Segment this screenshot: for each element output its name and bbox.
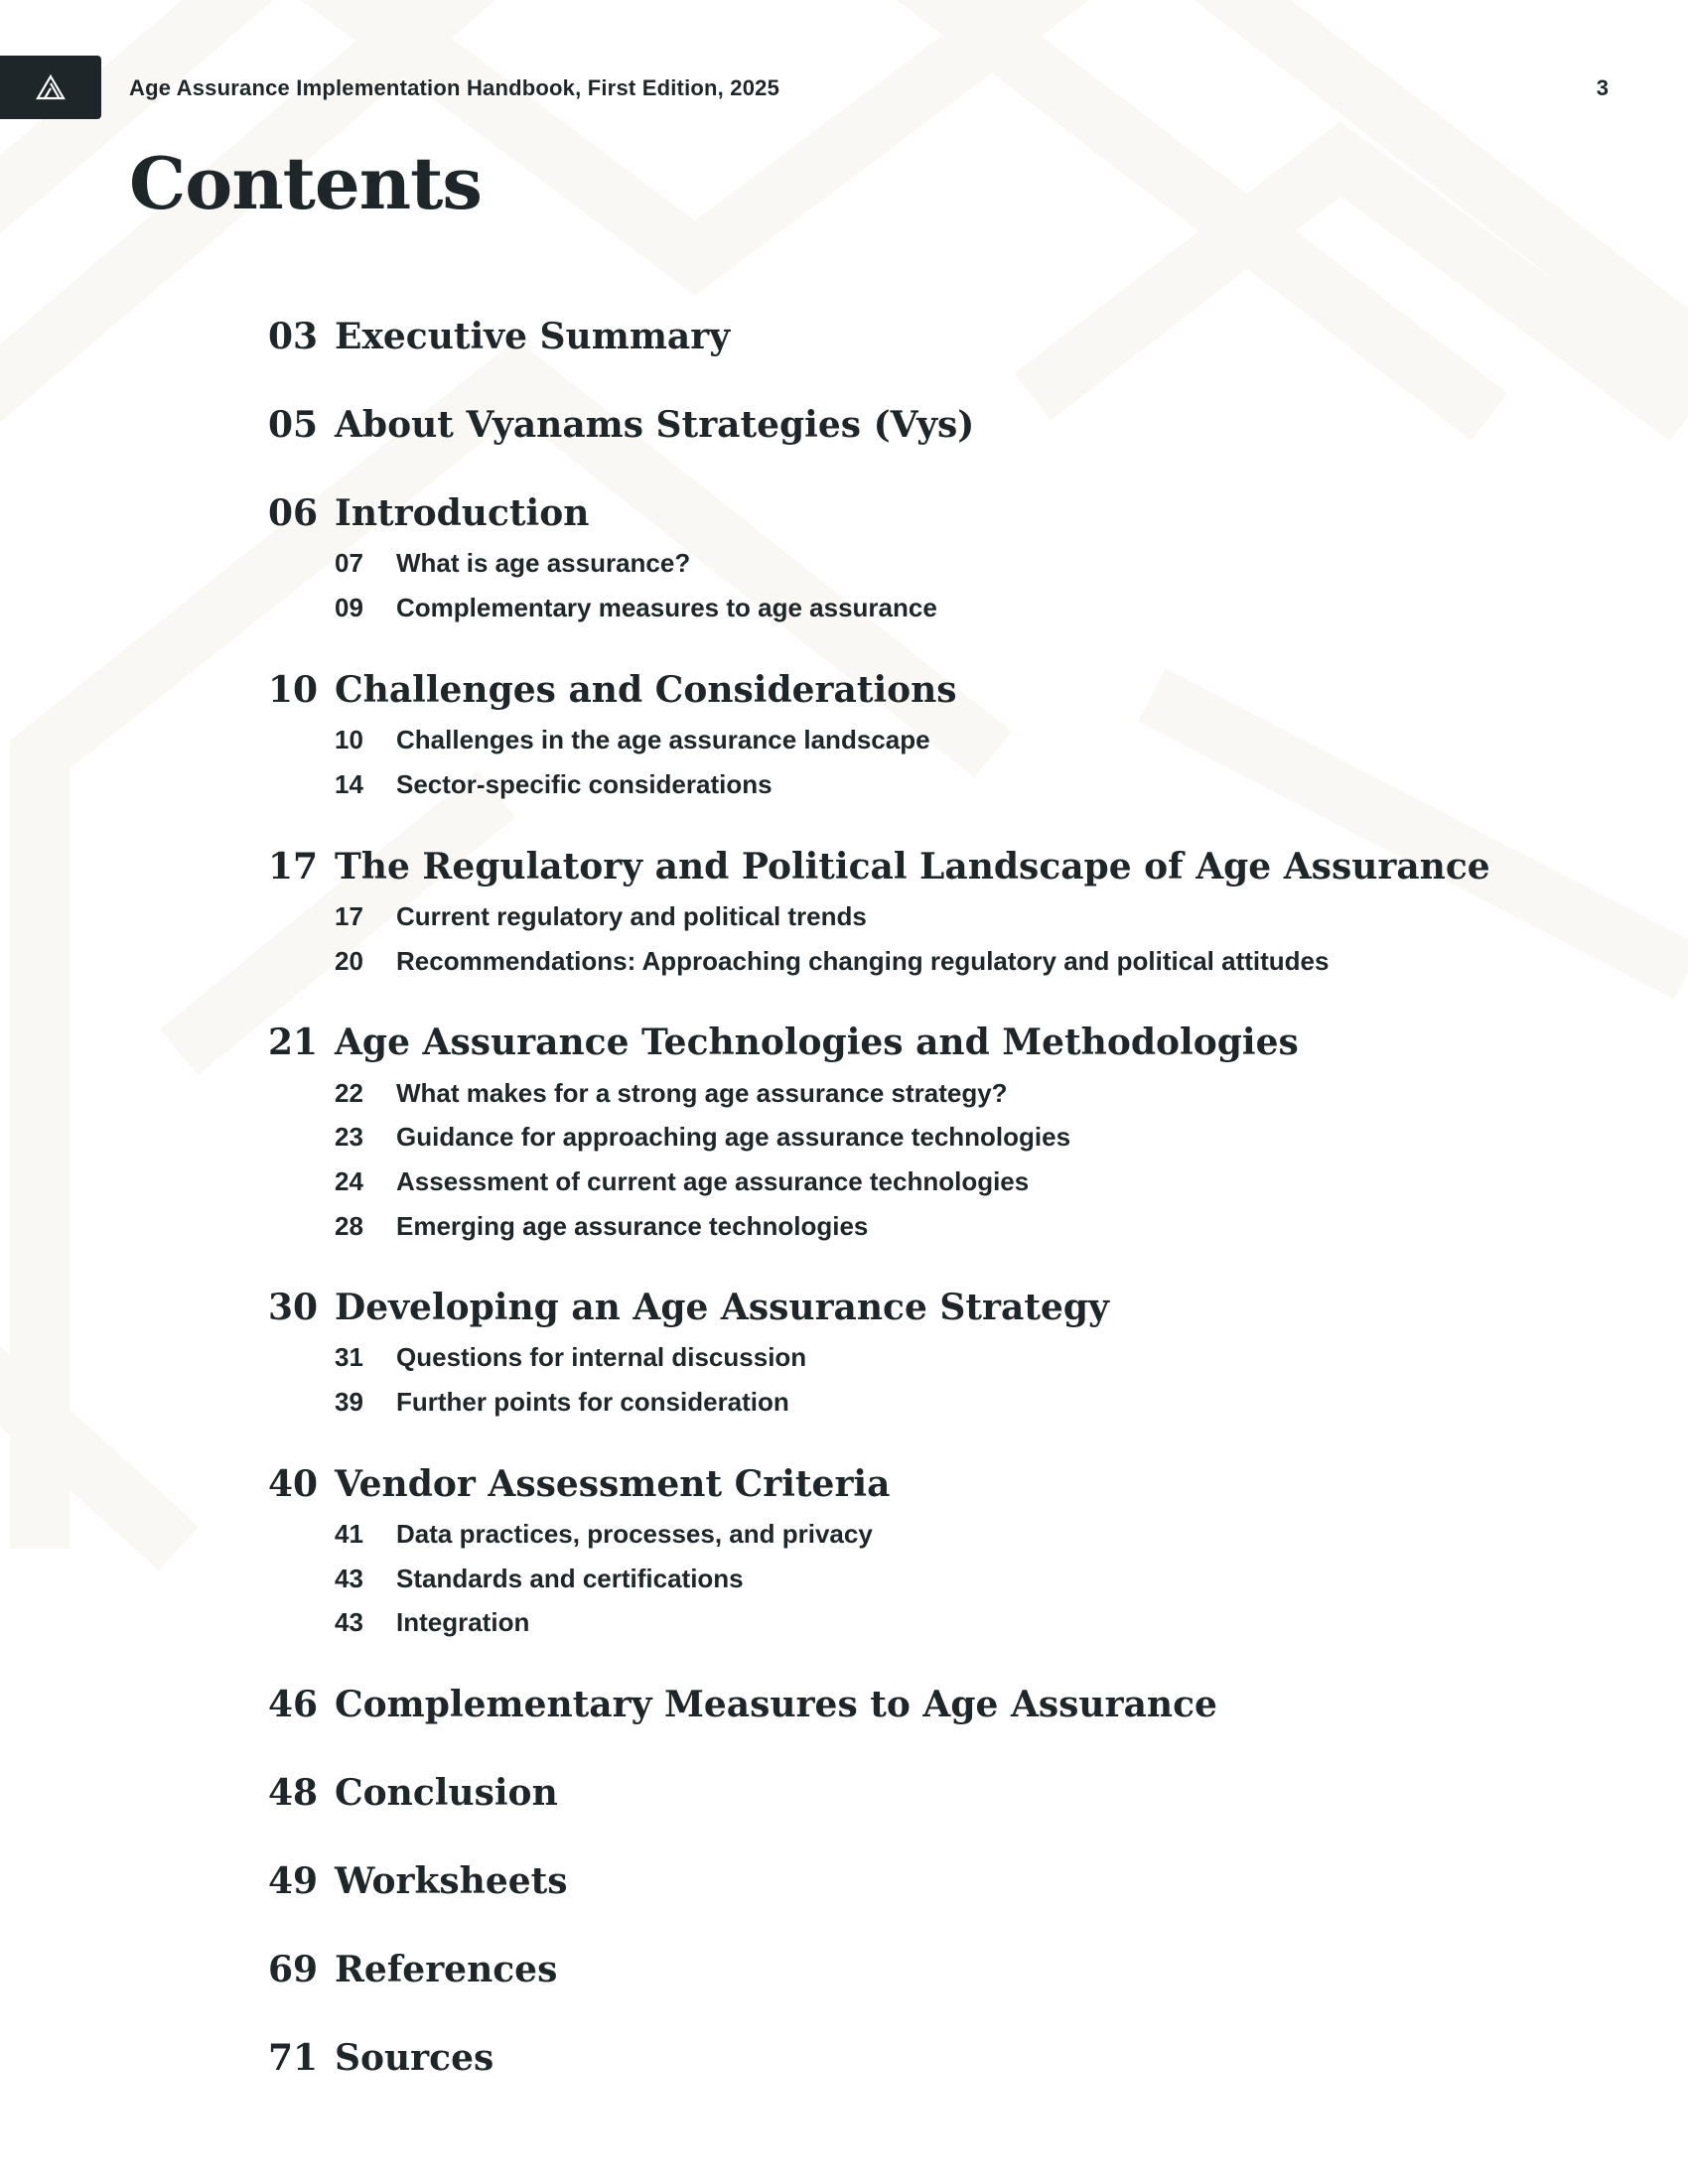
toc-subsection-title: Recommendations: Approaching changing regulatory and political attitudes (396, 946, 1330, 976)
toc-subsection[interactable] (335, 769, 773, 800)
toc-section[interactable] (268, 404, 974, 446)
toc-section-title: Developing an Age Assurance Strategy (335, 1287, 1109, 1328)
toc-subsection-page: 31 (335, 1342, 363, 1372)
toc-subsection-title: What is age assurance? (396, 548, 691, 578)
toc-section-title: Complementary Measures to Age Assurance (335, 1684, 1217, 1725)
toc-subsection-page: 41 (335, 1519, 363, 1549)
toc-section[interactable] (268, 846, 1490, 887)
toc-subsection-title: Challenges in the age assurance landscape (396, 725, 930, 754)
toc-section-page: 06 (268, 492, 319, 534)
toc-subsection-page: 23 (335, 1122, 363, 1152)
toc-section-page: 71 (268, 2037, 319, 2079)
toc-subsection-title: Guidance for approaching age assurance technologies (396, 1122, 1071, 1152)
toc-section-title: Worksheets (335, 1860, 568, 1902)
toc-section-title: Executive Summary (335, 316, 731, 357)
toc-section-page: 46 (268, 1684, 319, 1725)
toc-section-title: Conclusion (335, 1772, 558, 1814)
toc-subsection-page: 07 (335, 548, 363, 578)
toc-subsection-title: Integration (396, 1607, 530, 1637)
toc-section[interactable] (268, 1772, 558, 1814)
toc-section[interactable] (268, 1860, 568, 1902)
toc-subsection-page: 39 (335, 1387, 363, 1417)
toc-subsection-page: 28 (335, 1211, 363, 1241)
page-title: Contents (129, 141, 482, 225)
toc-subsection[interactable] (335, 1564, 744, 1594)
toc-section-page: 21 (268, 1022, 319, 1063)
toc-section-page: 48 (268, 1772, 319, 1814)
toc-subsection[interactable] (335, 1078, 1008, 1109)
toc-section-title: Introduction (335, 492, 590, 534)
toc-section-title: About Vyanams Strategies (Vys) (335, 404, 975, 446)
toc-subsection[interactable] (335, 1166, 1029, 1197)
toc-subsection-page: 09 (335, 593, 363, 622)
toc-section-page: 69 (268, 1949, 319, 1990)
toc-section-page: 03 (268, 316, 319, 357)
toc-subsection-title: Complementary measures to age assurance (396, 593, 937, 622)
toc-subsection[interactable] (335, 901, 867, 932)
toc-subsection-page: 17 (335, 901, 363, 931)
toc-section-page: 40 (268, 1463, 319, 1505)
toc-section-page: 30 (268, 1287, 319, 1328)
toc-subsection-title: Data practices, processes, and privacy (396, 1519, 873, 1549)
toc-section-title: References (335, 1949, 558, 1990)
toc-subsection-page: 10 (335, 725, 363, 754)
toc-section-title: Sources (335, 2037, 494, 2079)
toc-section-page: 17 (268, 846, 319, 887)
toc-subsection-title: Questions for internal discussion (396, 1342, 807, 1372)
toc-subsection[interactable] (335, 1122, 1070, 1153)
toc-subsection[interactable] (335, 593, 937, 623)
toc-section-title: Challenges and Considerations (335, 669, 957, 711)
toc-subsection-page: 22 (335, 1078, 363, 1108)
toc-subsection-title: What makes for a strong age assurance strategy? (396, 1078, 1008, 1108)
toc-section[interactable] (268, 1949, 557, 1990)
toc-subsection[interactable] (335, 1519, 873, 1550)
toc-section[interactable] (268, 1463, 890, 1505)
document-title: Age Assurance Implementation Handbook, First Edition, 2025 (129, 75, 780, 100)
toc-section-title: Vendor Assessment Criteria (335, 1463, 891, 1505)
toc-subsection[interactable] (335, 725, 930, 755)
toc-subsection-title: Sector-specific considerations (396, 769, 773, 799)
toc-subsection-title: Current regulatory and political trends (396, 901, 867, 931)
toc-subsection-title: Emerging age assurance technologies (396, 1211, 869, 1241)
toc-section-title: The Regulatory and Political Landscape of Age Assurance (335, 846, 1490, 887)
toc-subsection-page: 43 (335, 1564, 363, 1593)
toc-subsection-page: 14 (335, 769, 363, 799)
toc-section-page: 05 (268, 404, 319, 446)
toc-subsection-page: 24 (335, 1166, 363, 1196)
toc-subsection[interactable] (335, 548, 690, 579)
toc-subsection[interactable] (335, 1387, 789, 1418)
toc-section-page: 10 (268, 669, 319, 711)
toc-subsection-title: Assessment of current age assurance technologies (396, 1166, 1030, 1196)
toc-section[interactable] (268, 1022, 1299, 1063)
toc-subsection[interactable] (335, 946, 1329, 977)
toc-section[interactable] (268, 316, 730, 357)
toc-subsection[interactable] (335, 1342, 806, 1373)
toc-subsection-title: Further points for consideration (396, 1387, 789, 1417)
page-number: 3 (1596, 75, 1609, 100)
toc-section[interactable] (268, 492, 589, 534)
toc-subsection[interactable] (335, 1607, 529, 1638)
toc-section[interactable] (268, 2037, 493, 2079)
toc-subsection-page: 43 (335, 1607, 363, 1637)
toc-section-page: 49 (268, 1860, 319, 1902)
toc-section-title: Age Assurance Technologies and Methodologies (335, 1022, 1299, 1063)
toc-subsection-title: Standards and certifications (396, 1564, 744, 1593)
toc-section[interactable] (268, 669, 957, 711)
toc-section[interactable] (268, 1684, 1217, 1725)
toc-section[interactable] (268, 1287, 1109, 1328)
toc-subsection[interactable] (335, 1211, 868, 1242)
toc-subsection-page: 20 (335, 946, 363, 976)
